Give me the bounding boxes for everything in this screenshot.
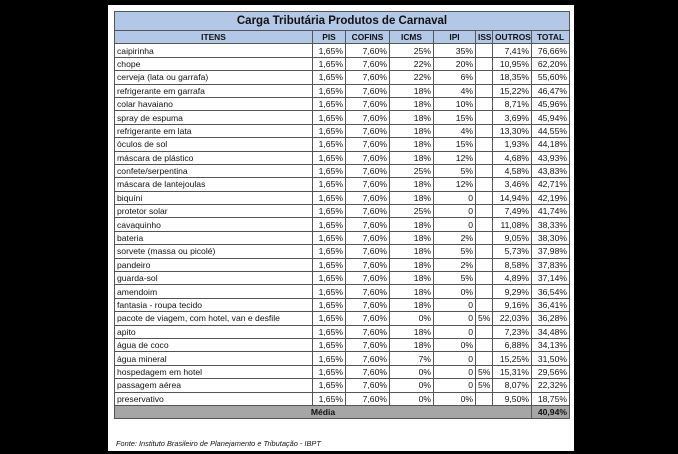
- cell-ipi: 20%: [434, 57, 476, 70]
- table-row: [115, 338, 570, 351]
- cell-icms: 25%: [390, 164, 434, 177]
- cell-cofins: 7,60%: [346, 231, 390, 244]
- cell-cofins: 7,60%: [346, 205, 390, 218]
- cell-iss: [476, 258, 493, 271]
- cell-iss: [476, 97, 493, 110]
- cell-total: 62,20%: [532, 57, 570, 70]
- header-total: TOTAL: [532, 31, 570, 44]
- header-outros: OUTROS: [493, 31, 532, 44]
- table-row: [115, 365, 570, 378]
- cell-total: 45,96%: [532, 97, 570, 110]
- cell-item: spray de espuma: [115, 111, 313, 124]
- cell-total: 29,56%: [532, 365, 570, 378]
- cell-icms: 22%: [390, 57, 434, 70]
- cell-item: colar havaiano: [115, 97, 313, 110]
- cell-cofins: 7,60%: [346, 312, 390, 325]
- cell-cofins: 7,60%: [346, 71, 390, 84]
- table-row: [115, 392, 570, 405]
- cell-iss: [476, 164, 493, 177]
- cell-total: 45,94%: [532, 111, 570, 124]
- cell-total: 42,71%: [532, 178, 570, 191]
- table-row: [115, 44, 570, 57]
- cell-ipi: 5%: [434, 164, 476, 177]
- cell-icms: 0%: [390, 392, 434, 405]
- cell-ipi: 2%: [434, 231, 476, 244]
- cell-item: amendoim: [115, 285, 313, 298]
- table-row: [115, 178, 570, 191]
- cell-total: 41,74%: [532, 205, 570, 218]
- cell-item: cavaquinho: [115, 218, 313, 231]
- cell-total: 44,55%: [532, 124, 570, 137]
- cell-pis: 1,65%: [313, 352, 346, 365]
- cell-cofins: 7,60%: [346, 178, 390, 191]
- cell-item: máscara de lantejoulas: [115, 178, 313, 191]
- cell-ipi: 0: [434, 379, 476, 392]
- cell-outros: 15,25%: [493, 352, 532, 365]
- cell-pis: 1,65%: [313, 205, 346, 218]
- cell-pis: 1,65%: [313, 97, 346, 110]
- cell-total: 37,98%: [532, 245, 570, 258]
- cell-item: fantasia - roupa tecido: [115, 298, 313, 311]
- cell-iss: [476, 57, 493, 70]
- cell-cofins: 7,60%: [346, 392, 390, 405]
- cell-item: hospedagem em hotel: [115, 365, 313, 378]
- table-row: [115, 151, 570, 164]
- cell-total: 37,83%: [532, 258, 570, 271]
- table-row: [115, 218, 570, 231]
- cell-pis: 1,65%: [313, 245, 346, 258]
- cell-iss: [476, 231, 493, 244]
- cell-ipi: 0%: [434, 338, 476, 351]
- cell-iss: [476, 298, 493, 311]
- table-row: [115, 352, 570, 365]
- cell-item: água de coco: [115, 338, 313, 351]
- cell-outros: 7,41%: [493, 44, 532, 57]
- cell-icms: 18%: [390, 325, 434, 338]
- cell-outros: 22,03%: [493, 312, 532, 325]
- cell-icms: 0%: [390, 312, 434, 325]
- cell-outros: 11,08%: [493, 218, 532, 231]
- header-iss: ISS: [476, 31, 493, 44]
- cell-ipi: 0%: [434, 392, 476, 405]
- table-title: Carga Tributária Produtos de Carnaval: [115, 12, 570, 31]
- cell-item: sorvete (massa ou picolé): [115, 245, 313, 258]
- cell-ipi: 5%: [434, 272, 476, 285]
- cell-ipi: 0: [434, 298, 476, 311]
- cell-pis: 1,65%: [313, 57, 346, 70]
- source-note: Fonte: Instituto Brasileiro de Planejamento e Tributação - IBPT: [116, 439, 321, 448]
- cell-iss: [476, 338, 493, 351]
- cell-outros: 9,05%: [493, 231, 532, 244]
- cell-icms: 0%: [390, 379, 434, 392]
- cell-pis: 1,65%: [313, 138, 346, 151]
- cell-ipi: 15%: [434, 111, 476, 124]
- cell-iss: [476, 205, 493, 218]
- cell-ipi: 0: [434, 325, 476, 338]
- cell-ipi: 0: [434, 205, 476, 218]
- cell-pis: 1,65%: [313, 231, 346, 244]
- table-row: [115, 258, 570, 271]
- cell-total: 22,32%: [532, 379, 570, 392]
- cell-ipi: 4%: [434, 84, 476, 97]
- cell-iss: [476, 352, 493, 365]
- cell-pis: 1,65%: [313, 151, 346, 164]
- cell-cofins: 7,60%: [346, 325, 390, 338]
- cell-iss: [476, 285, 493, 298]
- cell-outros: 4,68%: [493, 151, 532, 164]
- cell-pis: 1,65%: [313, 178, 346, 191]
- cell-iss: [476, 151, 493, 164]
- cell-item: guarda-sol: [115, 272, 313, 285]
- cell-total: 44,18%: [532, 138, 570, 151]
- header-ipi: IPI: [434, 31, 476, 44]
- cell-iss: [476, 392, 493, 405]
- cell-cofins: 7,60%: [346, 298, 390, 311]
- cell-iss: 5%: [476, 365, 493, 378]
- cell-icms: 18%: [390, 285, 434, 298]
- cell-ipi: 0: [434, 352, 476, 365]
- cell-total: 38,30%: [532, 231, 570, 244]
- cell-cofins: 7,60%: [346, 338, 390, 351]
- cell-icms: 18%: [390, 338, 434, 351]
- table-body: [115, 44, 570, 406]
- cell-cofins: 7,60%: [346, 352, 390, 365]
- cell-ipi: 12%: [434, 178, 476, 191]
- cell-icms: 18%: [390, 97, 434, 110]
- cell-pis: 1,65%: [313, 325, 346, 338]
- cell-iss: [476, 44, 493, 57]
- cell-item: cerveja (lata ou garrafa): [115, 71, 313, 84]
- cell-outros: 15,31%: [493, 365, 532, 378]
- cell-ipi: 2%: [434, 258, 476, 271]
- cell-item: máscara de plástico: [115, 151, 313, 164]
- cell-pis: 1,65%: [313, 218, 346, 231]
- cell-icms: 18%: [390, 124, 434, 137]
- cell-icms: 7%: [390, 352, 434, 365]
- cell-iss: [476, 124, 493, 137]
- cell-icms: 18%: [390, 258, 434, 271]
- table-row: [115, 312, 570, 325]
- cell-pis: 1,65%: [313, 124, 346, 137]
- cell-cofins: 7,60%: [346, 57, 390, 70]
- table-row: [115, 298, 570, 311]
- cell-pis: 1,65%: [313, 44, 346, 57]
- cell-cofins: 7,60%: [346, 365, 390, 378]
- cell-pis: 1,65%: [313, 111, 346, 124]
- cell-ipi: 12%: [434, 151, 476, 164]
- cell-cofins: 7,60%: [346, 44, 390, 57]
- cell-item: preservativo: [115, 392, 313, 405]
- cell-pis: 1,65%: [313, 379, 346, 392]
- cell-item: caipirinha: [115, 44, 313, 57]
- cell-cofins: 7,60%: [346, 164, 390, 177]
- cell-icms: 18%: [390, 272, 434, 285]
- cell-ipi: 4%: [434, 124, 476, 137]
- cell-outros: 3,69%: [493, 111, 532, 124]
- cell-cofins: 7,60%: [346, 218, 390, 231]
- cell-cofins: 7,60%: [346, 151, 390, 164]
- cell-item: confete/serpentina: [115, 164, 313, 177]
- cell-item: refrigerante em lata: [115, 124, 313, 137]
- cell-icms: 18%: [390, 231, 434, 244]
- table-row: [115, 245, 570, 258]
- cell-icms: 0%: [390, 365, 434, 378]
- cell-cofins: 7,60%: [346, 124, 390, 137]
- cell-total: 34,13%: [532, 338, 570, 351]
- cell-total: 46,47%: [532, 84, 570, 97]
- cell-ipi: 0: [434, 218, 476, 231]
- cell-item: refrigerante em garrafa: [115, 84, 313, 97]
- cell-ipi: 0%: [434, 285, 476, 298]
- cell-outros: 18,35%: [493, 71, 532, 84]
- header-icms: ICMS: [390, 31, 434, 44]
- cell-iss: 5%: [476, 312, 493, 325]
- cell-total: 34,48%: [532, 325, 570, 338]
- cell-pis: 1,65%: [313, 258, 346, 271]
- header-row: [115, 31, 570, 44]
- table-row: [115, 231, 570, 244]
- cell-iss: 5%: [476, 379, 493, 392]
- cell-ipi: 5%: [434, 245, 476, 258]
- cell-outros: 4,58%: [493, 164, 532, 177]
- cell-pis: 1,65%: [313, 365, 346, 378]
- table-row: [115, 97, 570, 110]
- table-row: [115, 164, 570, 177]
- cell-item: apito: [115, 325, 313, 338]
- header-pis: PIS: [313, 31, 346, 44]
- cell-total: 18,75%: [532, 392, 570, 405]
- cell-pis: 1,65%: [313, 272, 346, 285]
- cell-outros: 8,71%: [493, 97, 532, 110]
- table-row: [115, 57, 570, 70]
- table-row: [115, 285, 570, 298]
- cell-icms: 18%: [390, 178, 434, 191]
- cell-ipi: 15%: [434, 138, 476, 151]
- cell-outros: 10,95%: [493, 57, 532, 70]
- cell-item: protetor solar: [115, 205, 313, 218]
- cell-ipi: 10%: [434, 97, 476, 110]
- cell-pis: 1,65%: [313, 71, 346, 84]
- table-row: [115, 272, 570, 285]
- cell-iss: [476, 84, 493, 97]
- cell-outros: 6,88%: [493, 338, 532, 351]
- cell-cofins: 7,60%: [346, 285, 390, 298]
- cell-item: água mineral: [115, 352, 313, 365]
- cell-pis: 1,65%: [313, 298, 346, 311]
- cell-iss: [476, 191, 493, 204]
- cell-pis: 1,65%: [313, 338, 346, 351]
- table-row: [115, 124, 570, 137]
- cell-outros: 8,07%: [493, 379, 532, 392]
- cell-icms: 18%: [390, 298, 434, 311]
- cell-outros: 4,89%: [493, 272, 532, 285]
- cell-item: chope: [115, 57, 313, 70]
- cell-item: óculos de sol: [115, 138, 313, 151]
- cell-cofins: 7,60%: [346, 138, 390, 151]
- cell-total: 43,83%: [532, 164, 570, 177]
- table-row: [115, 379, 570, 392]
- cell-item: pandeiro: [115, 258, 313, 271]
- cell-total: 55,60%: [532, 71, 570, 84]
- cell-iss: [476, 218, 493, 231]
- media-row: [115, 405, 570, 418]
- table-row: [115, 205, 570, 218]
- cell-icms: 18%: [390, 138, 434, 151]
- cell-ipi: 6%: [434, 71, 476, 84]
- table-row: [115, 71, 570, 84]
- cell-ipi: 0: [434, 365, 476, 378]
- media-total: 40,94%: [532, 405, 570, 418]
- cell-outros: 9,16%: [493, 298, 532, 311]
- cell-pis: 1,65%: [313, 285, 346, 298]
- header-cofins: COFINS: [346, 31, 390, 44]
- cell-iss: [476, 138, 493, 151]
- cell-cofins: 7,60%: [346, 97, 390, 110]
- cell-outros: 1,93%: [493, 138, 532, 151]
- cell-icms: 18%: [390, 84, 434, 97]
- cell-icms: 22%: [390, 71, 434, 84]
- cell-item: pacote de viagem, com hotel, van e desfile: [115, 312, 313, 325]
- cell-total: 38,33%: [532, 218, 570, 231]
- cell-icms: 18%: [390, 245, 434, 258]
- cell-pis: 1,65%: [313, 164, 346, 177]
- cell-outros: 7,23%: [493, 325, 532, 338]
- cell-cofins: 7,60%: [346, 111, 390, 124]
- cell-item: biquíni: [115, 191, 313, 204]
- cell-cofins: 7,60%: [346, 245, 390, 258]
- cell-iss: [476, 71, 493, 84]
- cell-outros: 14,94%: [493, 191, 532, 204]
- header-itens: ITENS: [115, 31, 313, 44]
- cell-icms: 18%: [390, 151, 434, 164]
- cell-iss: [476, 178, 493, 191]
- cell-outros: 13,30%: [493, 124, 532, 137]
- cell-icms: 25%: [390, 205, 434, 218]
- cell-iss: [476, 325, 493, 338]
- table-row: [115, 325, 570, 338]
- cell-total: 31,50%: [532, 352, 570, 365]
- cell-ipi: 0: [434, 312, 476, 325]
- cell-cofins: 7,60%: [346, 84, 390, 97]
- cell-outros: 15,22%: [493, 84, 532, 97]
- cell-pis: 1,65%: [313, 312, 346, 325]
- table-row: [115, 84, 570, 97]
- cell-cofins: 7,60%: [346, 379, 390, 392]
- cell-ipi: 0: [434, 191, 476, 204]
- cell-total: 36,54%: [532, 285, 570, 298]
- table-row: [115, 191, 570, 204]
- cell-iss: [476, 272, 493, 285]
- cell-outros: 3,46%: [493, 178, 532, 191]
- cell-total: 37,14%: [532, 272, 570, 285]
- cell-outros: 7,49%: [493, 205, 532, 218]
- cell-item: passagem aérea: [115, 379, 313, 392]
- table-row: [115, 111, 570, 124]
- cell-iss: [476, 245, 493, 258]
- cell-cofins: 7,60%: [346, 272, 390, 285]
- cell-outros: 8,58%: [493, 258, 532, 271]
- media-label: Média: [115, 405, 532, 418]
- cell-icms: 18%: [390, 191, 434, 204]
- cell-pis: 1,65%: [313, 84, 346, 97]
- cell-total: 36,41%: [532, 298, 570, 311]
- cell-total: 42,19%: [532, 191, 570, 204]
- cell-outros: 5,73%: [493, 245, 532, 258]
- cell-cofins: 7,60%: [346, 191, 390, 204]
- cell-icms: 18%: [390, 111, 434, 124]
- table-row: [115, 138, 570, 151]
- cell-icms: 18%: [390, 218, 434, 231]
- cell-ipi: 35%: [434, 44, 476, 57]
- cell-icms: 25%: [390, 44, 434, 57]
- cell-total: 76,66%: [532, 44, 570, 57]
- cell-pis: 1,65%: [313, 392, 346, 405]
- cell-iss: [476, 111, 493, 124]
- cell-cofins: 7,60%: [346, 258, 390, 271]
- tax-table: [114, 11, 570, 419]
- cell-pis: 1,65%: [313, 191, 346, 204]
- cell-item: bateria: [115, 231, 313, 244]
- cell-total: 43,93%: [532, 151, 570, 164]
- cell-outros: 9,29%: [493, 285, 532, 298]
- cell-total: 36,28%: [532, 312, 570, 325]
- spreadsheet-sheet: [108, 5, 574, 451]
- cell-outros: 9,50%: [493, 392, 532, 405]
